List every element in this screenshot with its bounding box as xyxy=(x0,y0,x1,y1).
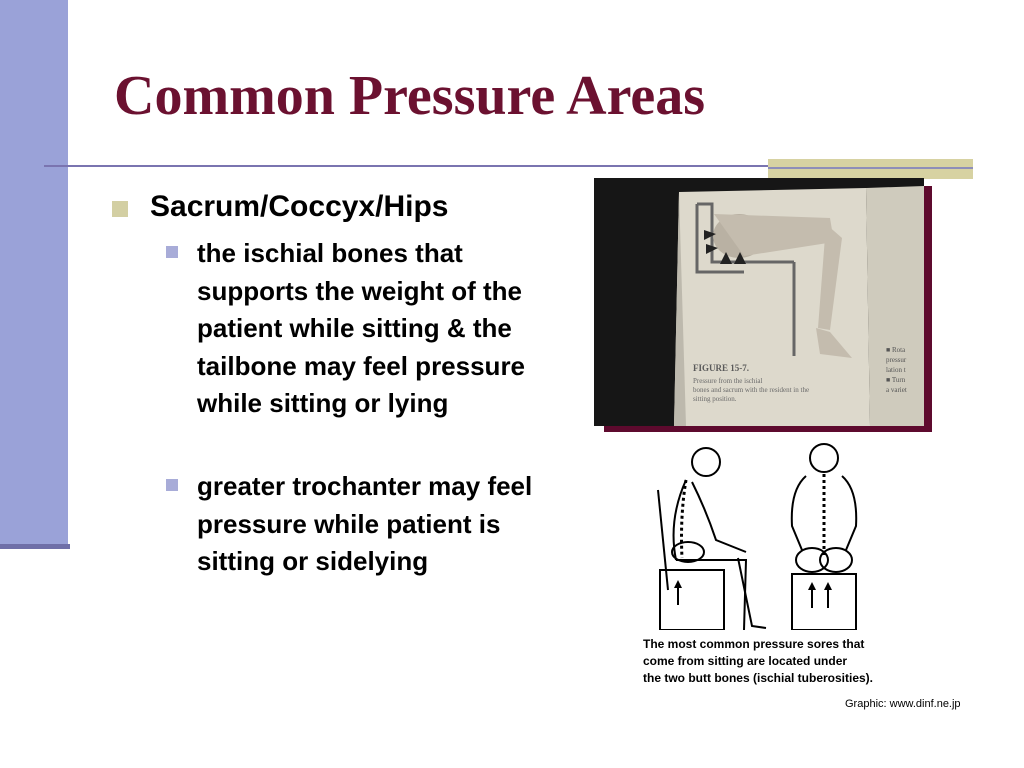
left-accent-shadow xyxy=(0,544,70,549)
sub-bullet-square-icon xyxy=(166,479,178,491)
caption-line: the two butt bones (ischial tuberosities). xyxy=(643,671,874,685)
accent-line xyxy=(768,167,973,169)
illustration-caption xyxy=(643,636,873,687)
bullet-square-icon xyxy=(112,201,128,217)
slide-title: Common Pressure Areas xyxy=(114,65,706,127)
photo-figure-caption: Pressure from the ischial bones and sacrum with the resident in the sitting position. xyxy=(693,377,810,403)
caption-line: The most common pressure sores that xyxy=(643,637,865,651)
bullet-main-text: Sacrum/Coccyx/Hips xyxy=(150,190,449,223)
photo-side-text: ■ Rota pressur lation t ■ Turn a variet xyxy=(886,346,907,394)
sub-bullet-ischial-text: the ischial bones that supports the weight of the patient while sitting & the tailbone may feel pressure while sitting or lying xyxy=(197,238,526,419)
sub-bullet-trochanter-text: greater trochanter may feel pressure while patient is sitting or sidelying xyxy=(197,471,533,577)
sitting-illustration xyxy=(646,440,876,630)
sub-bullet-square-icon xyxy=(166,246,178,258)
accent-block xyxy=(768,159,973,179)
left-accent-bar xyxy=(0,0,68,548)
graphic-credit: Graphic: www.dinf.ne.jp xyxy=(845,698,961,710)
caption-line: come from sitting are located under xyxy=(643,654,848,668)
photo-figure-label: FIGURE 15-7. xyxy=(693,363,749,373)
textbook-photo xyxy=(594,178,924,426)
